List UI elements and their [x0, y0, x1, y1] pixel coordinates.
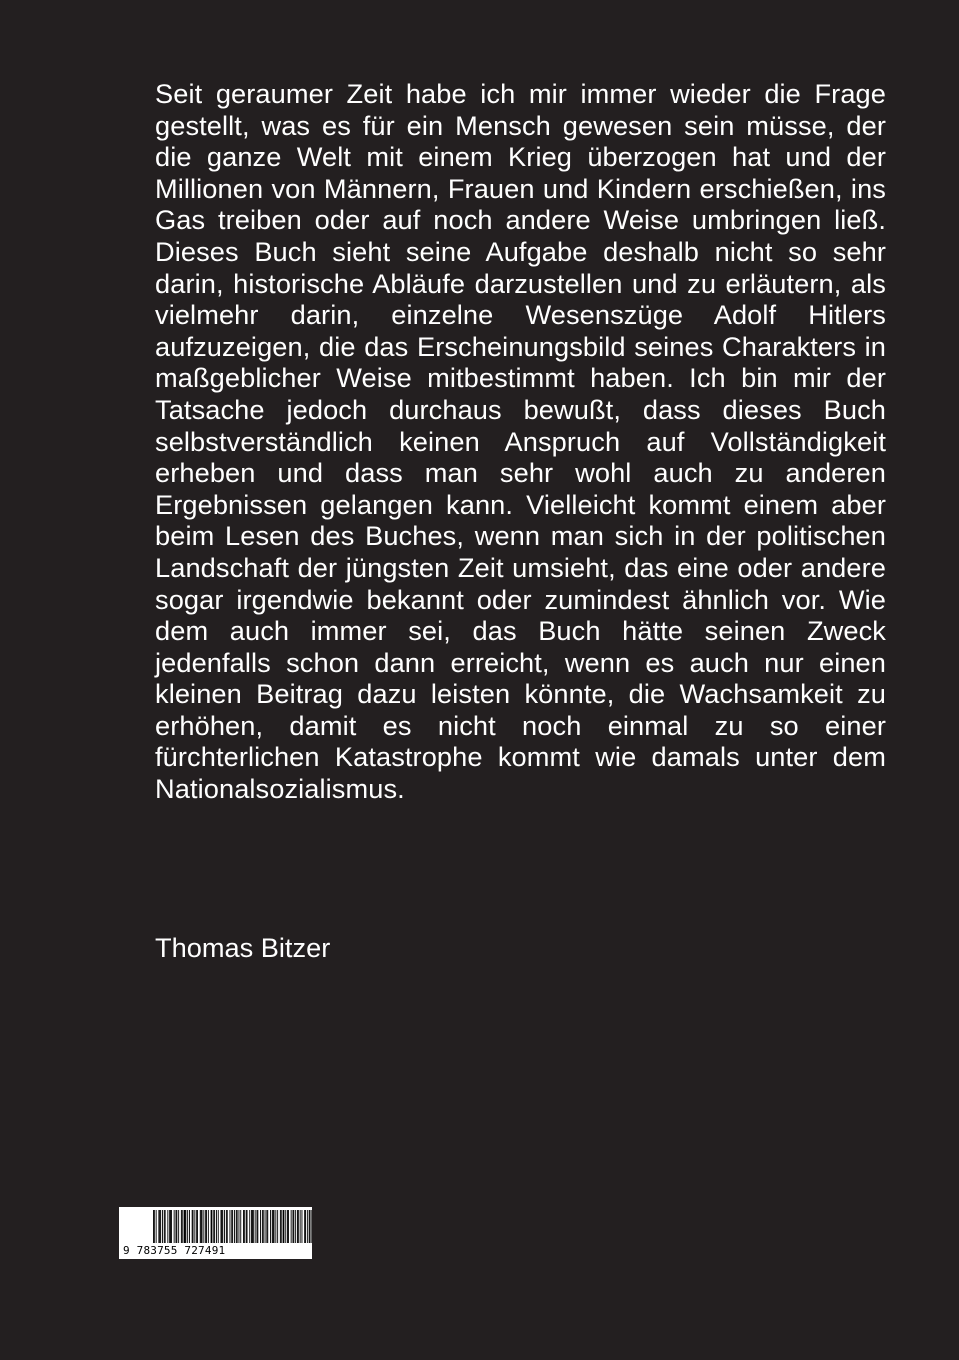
barcode-bar: [232, 1210, 233, 1243]
barcode-bar: [181, 1210, 182, 1243]
barcode-digits: 9 783755 727491: [123, 1244, 226, 1257]
barcode-bar: [280, 1210, 281, 1243]
barcode-bar: [287, 1210, 288, 1243]
author-name: Thomas Bitzer: [155, 932, 331, 963]
barcode-bar: [246, 1210, 247, 1243]
barcode-bar: [293, 1210, 294, 1243]
barcode-bar: [281, 1210, 282, 1243]
barcode-bar: [221, 1210, 222, 1243]
barcode-bar: [185, 1210, 186, 1243]
barcode-bar: [267, 1210, 268, 1243]
isbn-barcode: [119, 1207, 312, 1259]
barcode-bar: [239, 1210, 240, 1243]
barcode-bar: [208, 1210, 209, 1243]
barcode-bar: [202, 1210, 203, 1243]
barcode-bar: [307, 1210, 308, 1243]
barcode-bar: [284, 1210, 285, 1243]
barcode-bar: [236, 1210, 237, 1243]
back-cover-blurb: Seit geraumer Zeit habe ich mir immer wieder die Frage gestellt, was es für ein Mensch gewesen sein müsse, der die ganze Welt mit einem Krieg überzogen hat und der Millionen von Männern, Frauen und Kindern erschießen, ins Gas treiben oder auf noch andere Weise umbringen ließ. Dieses Buch sieht seine Aufgabe deshalb nicht so sehr darin, historische Abläufe darzustellen und zu erläutern, als vielmehr darin, einzelne Wesenszüge Adolf Hitlers aufzuzeigen, die das Erscheinungsbild seines Charakters in maßgeblicher Weise mitbestimmt haben. Ich bin mir der Tatsache jedoch durchaus bewußt, dass dieses Buch selbstverständlich keinen Anspruch auf Vollständigkeit erheben und dass man sehr wohl auch zu anderen Ergebnissen gelangen kann. Vielleicht kommt einem aber beim Lesen des Buches, wenn man sich in der politischen Landschaft der jüngsten Zeit umsieht, das eine oder andere sogar irgendwie bekannt oder zumindest ähnlich vor. Wie dem auch immer sei, das Buch hätte seinen Zweck jedenfalls schon dann erreicht, wenn es auch nur einen kleinen Beitrag dazu leisten könnte, die Wachsamkeit zu erhöhen, damit es nicht noch einmal zu so einer fürchterlichen Katastrophe kommt wie damals unter dem Nationalsozialismus.: [155, 78, 886, 805]
barcode-bar: [252, 1210, 253, 1243]
barcode-bar: [206, 1210, 207, 1243]
barcode-bar: [295, 1210, 296, 1243]
barcode-bar: [224, 1210, 225, 1243]
barcode-bar: [184, 1210, 185, 1243]
barcode-bar: [255, 1210, 256, 1243]
barcode-bar: [203, 1210, 204, 1243]
barcode-bar: [185, 1210, 186, 1243]
barcode-bar: [302, 1210, 303, 1243]
barcode-bar: [216, 1210, 217, 1243]
barcode-bar: [189, 1210, 190, 1243]
barcode-bar: [310, 1210, 311, 1243]
barcode-bar: [193, 1210, 194, 1243]
barcode-bar: [249, 1210, 250, 1243]
barcode-bar: [247, 1210, 248, 1243]
barcode-bar: [167, 1210, 168, 1243]
barcode-bar: [169, 1210, 170, 1243]
barcode-bar: [262, 1210, 263, 1243]
barcode-bar: [263, 1210, 264, 1243]
barcode-bar: [212, 1210, 213, 1243]
barcode-bar: [194, 1210, 195, 1243]
barcode-bar: [196, 1210, 197, 1243]
barcode-bar: [230, 1210, 231, 1243]
barcode-bar: [274, 1210, 275, 1243]
barcode-bar: [277, 1210, 278, 1243]
barcode-bar: [283, 1210, 284, 1243]
barcode-bar: [265, 1210, 266, 1243]
barcode-bar: [192, 1210, 193, 1243]
barcode-bar: [270, 1210, 271, 1243]
barcode-bar: [291, 1210, 292, 1243]
barcode-bar: [293, 1210, 294, 1243]
barcode-bar: [197, 1210, 198, 1243]
barcode-bar: [237, 1210, 238, 1243]
barcode-bar: [297, 1210, 298, 1243]
barcode-bar: [158, 1210, 159, 1243]
barcode-bar: [304, 1210, 305, 1243]
barcode-bar: [174, 1210, 175, 1243]
barcode-bar: [176, 1210, 177, 1243]
barcode-bar: [288, 1210, 289, 1243]
barcode-bar: [156, 1210, 157, 1243]
barcode-bar: [234, 1210, 235, 1243]
barcode-bar: [170, 1210, 171, 1243]
barcode-bar: [221, 1210, 222, 1243]
barcode-bar: [200, 1210, 201, 1243]
barcode-bar: [178, 1210, 179, 1243]
barcode-bar: [298, 1210, 299, 1243]
barcode-bar: [231, 1210, 232, 1243]
barcode-bar: [260, 1210, 261, 1243]
barcode-bar: [218, 1210, 219, 1243]
barcode-bars: [119, 1207, 312, 1247]
barcode-bar: [311, 1210, 312, 1243]
barcode-bar: [162, 1210, 163, 1243]
barcode-bar: [244, 1210, 245, 1243]
barcode-bar: [171, 1210, 172, 1243]
barcode-bar: [213, 1210, 214, 1243]
barcode-bar: [154, 1210, 155, 1243]
barcode-bar: [253, 1210, 254, 1243]
barcode-bar: [243, 1210, 244, 1243]
barcode-bar: [226, 1210, 227, 1243]
barcode-bar: [222, 1210, 223, 1243]
barcode-bar: [257, 1210, 258, 1243]
barcode-bar: [257, 1210, 258, 1243]
barcode-bar: [240, 1210, 241, 1243]
barcode-bar: [266, 1210, 267, 1243]
barcode-bar: [165, 1210, 166, 1243]
barcode-bar: [275, 1210, 276, 1243]
barcode-bar: [300, 1210, 301, 1243]
barcode-bar: [227, 1210, 228, 1243]
barcode-bar: [182, 1210, 183, 1243]
barcode-bar: [214, 1210, 215, 1243]
barcode-bar: [176, 1210, 177, 1243]
barcode-bar: [160, 1210, 161, 1243]
barcode-bar: [309, 1210, 310, 1243]
barcode-bar: [159, 1210, 160, 1243]
barcode-bar: [251, 1210, 252, 1243]
barcode-bar: [273, 1210, 274, 1243]
barcode-bar: [187, 1210, 188, 1243]
barcode-bar: [305, 1210, 306, 1243]
barcode-bar: [205, 1210, 206, 1243]
barcode-bar: [211, 1210, 212, 1243]
barcode-bar: [153, 1210, 154, 1243]
barcode-bar: [285, 1210, 286, 1243]
barcode-bar: [164, 1210, 165, 1243]
barcode-bar: [201, 1210, 202, 1243]
barcode-bar: [272, 1210, 273, 1243]
